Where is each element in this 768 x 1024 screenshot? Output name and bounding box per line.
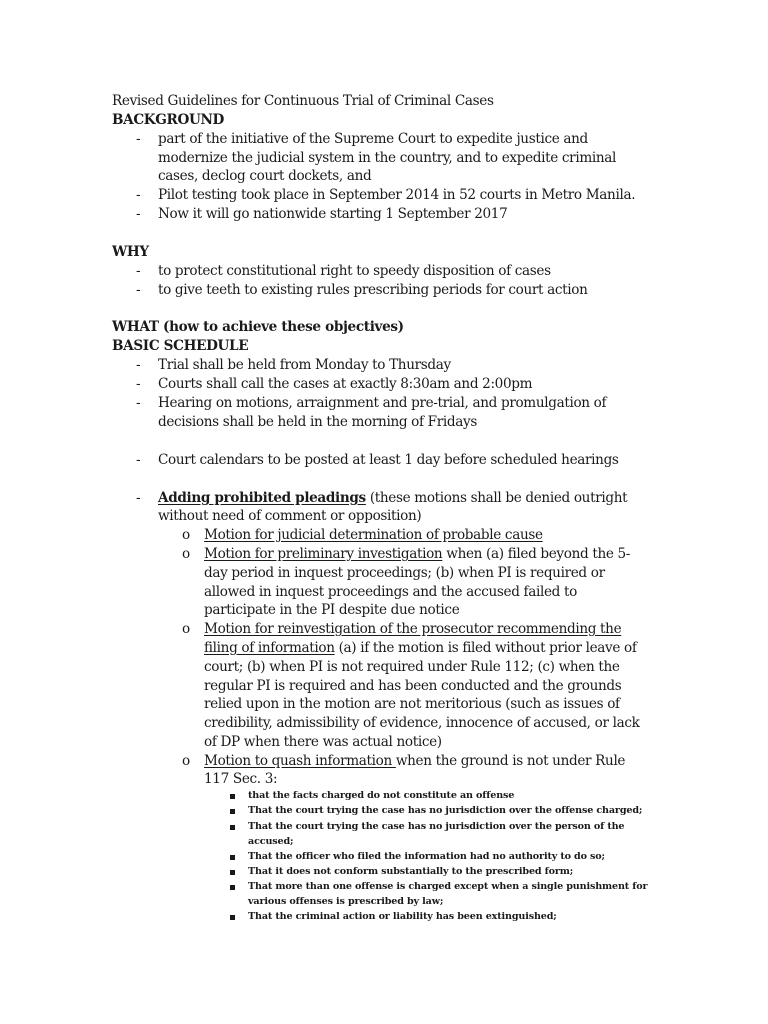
motion-3-line-2	[204, 640, 637, 657]
background-item-1-line-1: part of the initiative of the Supreme Court to expedite justice and	[158, 131, 588, 147]
square-bullet-icon	[230, 825, 235, 830]
motion-4-title: Motion to quash information	[204, 753, 396, 769]
dash-marker: -	[136, 282, 141, 298]
dash-marker: -	[136, 395, 141, 411]
ground-item-5: That it does not conform substantially to the prescribed form;	[248, 866, 574, 877]
background-item-2: Pilot testing took place in September 2014 in 52 courts in Metro Manila.	[158, 187, 636, 203]
ground-item-3-line-1: That the court trying the case has no jurisdiction over the person of the	[248, 821, 625, 832]
circle-marker: o	[182, 621, 191, 637]
square-bullet-icon	[230, 794, 235, 799]
schedule-item-3-line-1: Hearing on motions, arraignment and pre-trial, and promulgation of	[158, 395, 607, 411]
dash-marker: -	[136, 452, 141, 468]
motion-3-line-6: credibility, admissibility of evidence, innocence of accused, or lack	[204, 715, 640, 731]
section-heading-background: BACKGROUND	[112, 112, 224, 128]
ground-item-3-line-2: accused;	[248, 836, 294, 847]
schedule-item-3-line-2: decisions shall be held in the morning of Fridays	[158, 414, 477, 430]
section-heading-what: WHAT (how to achieve these objectives)	[112, 319, 404, 335]
square-bullet-icon	[230, 809, 235, 814]
circle-marker: o	[182, 527, 191, 543]
schedule-item-2: Courts shall call the cases at exactly 8:30am and 2:00pm	[158, 376, 533, 392]
background-item-1-line-3: cases, declog court dockets, and	[158, 168, 372, 184]
section-heading-why: WHY	[112, 244, 149, 260]
dash-marker: -	[136, 187, 141, 203]
calendar-item: Court calendars to be posted at least 1 day before scheduled hearings	[158, 452, 619, 468]
dash-marker: -	[136, 357, 141, 373]
motion-4-rest: when the ground is not under Rule	[395, 753, 626, 769]
square-bullet-icon	[230, 915, 235, 920]
ground-item-1: that the facts charged do not constitute an offense	[248, 790, 515, 801]
motion-2-rest: when (a) filed beyond the 5-	[442, 546, 631, 562]
motion-2-line-3: allowed in inquest proceedings and the accused failed to	[204, 584, 577, 600]
prohibited-pleadings-line-1	[158, 490, 627, 507]
ground-item-7: That the criminal action or liability has been extinguished;	[248, 911, 557, 922]
why-item-1: to protect constitutional right to speedy disposition of cases	[158, 263, 551, 279]
ground-item-6-line-2: various offenses is prescribed by law;	[248, 896, 444, 907]
prohibited-pleadings-label: Adding prohibited pleadings	[158, 490, 366, 506]
motion-3-line-1	[204, 621, 621, 638]
dash-marker: -	[136, 376, 141, 392]
subheading-basic-schedule: BASIC SCHEDULE	[112, 338, 249, 354]
motion-2-line-1	[204, 546, 630, 563]
dash-marker: -	[136, 206, 141, 222]
dash-marker: -	[136, 490, 141, 506]
motion-3-line-7: of DP when there was actual notice)	[204, 734, 442, 750]
background-item-3: Now it will go nationwide starting 1 September 2017	[158, 206, 508, 222]
motion-3-rest: (a) if the motion is filed without prior leave of	[334, 640, 637, 656]
square-bullet-icon	[230, 870, 235, 875]
dash-marker: -	[136, 131, 141, 147]
square-bullet-icon	[230, 855, 235, 860]
motion-1-title: Motion for judicial determination of probable cause	[204, 527, 543, 543]
circle-marker: o	[182, 546, 191, 562]
circle-marker: o	[182, 753, 191, 769]
prohibited-pleadings-line-2: without need of comment or opposition)	[158, 508, 422, 524]
motion-1-line-1	[204, 527, 543, 544]
background-item-1-line-2: modernize the judicial system in the country, and to expedite criminal	[158, 150, 617, 166]
motion-2-line-2: day period in inquest proceedings; (b) when PI is required or	[204, 565, 605, 581]
why-item-2: to give teeth to existing rules prescribing periods for court action	[158, 282, 588, 298]
motion-4-line-2: 117 Sec. 3:	[204, 771, 278, 787]
ground-item-4: That the officer who filed the information had no authority to do so;	[248, 851, 605, 862]
motion-3-title-2: filing of information	[204, 640, 335, 656]
square-bullet-icon	[230, 885, 235, 890]
prohibited-pleadings-rest: (these motions shall be denied outright	[365, 490, 628, 506]
motion-2-title: Motion for preliminary investigation	[204, 546, 443, 562]
motion-3-line-4: regular PI is required and has been conducted and the grounds	[204, 678, 622, 694]
motion-3-title: Motion for reinvestigation of the prosecutor recommending the	[204, 621, 622, 637]
motion-3-line-5: relied upon in the motion are not meritorious (such as issues of	[204, 696, 620, 712]
motion-4-line-1	[204, 753, 625, 770]
schedule-item-1: Trial shall be held from Monday to Thursday	[158, 357, 451, 373]
dash-marker: -	[136, 263, 141, 279]
ground-item-2: That the court trying the case has no jurisdiction over the offense charged;	[248, 805, 643, 816]
document-title: Revised Guidelines for Continuous Trial of Criminal Cases	[112, 93, 494, 109]
motion-2-line-4: participate in the PI despite due notice	[204, 602, 460, 618]
motion-3-line-3: court; (b) when PI is not required under Rule 112; (c) when the	[204, 659, 620, 675]
ground-item-6-line-1: That more than one offense is charged except when a single punishment for	[248, 881, 648, 892]
